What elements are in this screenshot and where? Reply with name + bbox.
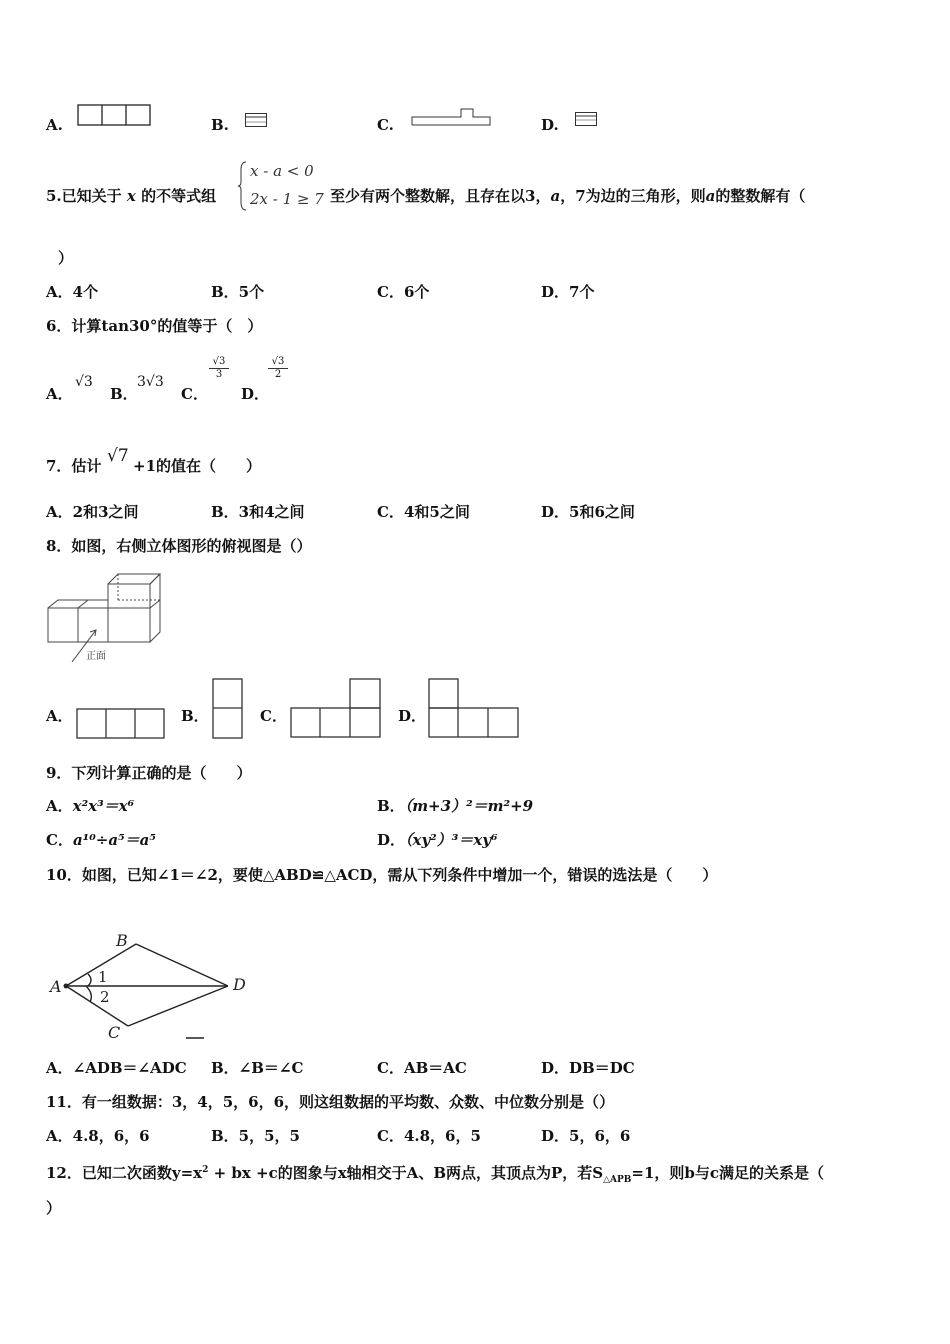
q10-option-a: A．∠ADB＝∠ADC xyxy=(46,1059,187,1077)
q4-option-c-figure xyxy=(411,108,491,126)
q9-option-d-expr: （xy²）³＝xy⁶ xyxy=(405,831,498,849)
q5-text-pre: 已知关于 xyxy=(61,187,122,205)
q6-option-a-value: √3 xyxy=(75,374,93,390)
q7-option-a: A．2和3之间 xyxy=(46,503,139,521)
q6-option-a-label: A． xyxy=(46,385,73,403)
q8-option-a-figure xyxy=(76,708,166,740)
q6-option-c-fraction xyxy=(209,356,229,381)
q10-point-d: D xyxy=(233,975,246,994)
q8-text: 8．如图，右侧立体图形的俯视图是（） xyxy=(46,537,312,555)
q6-d-numerator: √3 xyxy=(271,356,285,367)
q10-angle-1: 1 xyxy=(98,968,108,986)
q10-option-c: C．AB＝AC xyxy=(377,1059,467,1077)
q10-angle-2: 2 xyxy=(100,988,110,1006)
q4-option-d-label: D. xyxy=(541,116,559,134)
q12-subscript: △APB xyxy=(603,1175,632,1185)
q4-option-a-label: A. xyxy=(46,116,63,134)
q4-option-b-figure xyxy=(245,113,267,128)
q4-option-d-figure xyxy=(575,112,597,127)
q9-option-a-label: A． xyxy=(46,797,73,815)
q10-point-a: A xyxy=(50,977,62,996)
q8-option-b-label: B． xyxy=(181,707,209,725)
q11-text: 11．有一组数据：3，4，5，6，6，则这组数据的平均数、众数、中位数分别是（） xyxy=(46,1093,615,1111)
q12-text-post: =1，则b与c满足的关系是（ xyxy=(631,1164,825,1182)
q6-option-c-label: C． xyxy=(181,385,208,403)
q5-number: 5. xyxy=(46,187,62,205)
q8-option-d-figure xyxy=(428,678,520,740)
q9-option-d-label: D． xyxy=(377,831,406,849)
q9-text: 9．下列计算正确的是（ ） xyxy=(46,764,252,782)
q9-option-b-label: B． xyxy=(377,797,405,815)
q5-option-d: D．7个 xyxy=(541,283,595,301)
q4-option-c-label: C. xyxy=(377,116,394,134)
q11-option-d: D．5，6，6 xyxy=(541,1127,631,1145)
q6-c-numerator: √3 xyxy=(212,356,226,367)
q5-close-paren: ） xyxy=(58,249,74,267)
q5-inequality-2: 2x - 1 ≥ 7 xyxy=(250,190,324,208)
q5-brace xyxy=(238,160,248,212)
q8-option-a-label: A． xyxy=(46,707,73,725)
q6-option-b-label: B． xyxy=(110,385,138,403)
q10-text: 10．如图，已知∠1＝∠2，要使△ABD≌△ACD，需从下列条件中增加一个，错误的选法是（ ） xyxy=(46,866,718,884)
q12-close-paren: ） xyxy=(46,1199,62,1217)
q12-text-pre: 12．已知二次函数y=x xyxy=(46,1164,203,1182)
q10-figure xyxy=(48,930,258,1045)
q5-inequality-1: x - a < 0 xyxy=(250,162,314,180)
q4-option-a-figure xyxy=(77,104,151,126)
q6-d-denominator: 2 xyxy=(268,368,288,381)
q12-square: 2 xyxy=(202,1165,209,1175)
q7-text-pre: 7．估计 xyxy=(46,457,102,475)
q7-radical: √7 xyxy=(107,446,129,466)
q7-option-c: C．4和5之间 xyxy=(377,503,470,521)
q5-system xyxy=(238,160,328,212)
q4-option-b-label: B. xyxy=(211,116,229,134)
q6-c-denominator: 3 xyxy=(209,368,229,381)
q8-option-c-label: C． xyxy=(260,707,287,725)
q10-point-b: B xyxy=(116,931,128,950)
q8-solid-figure xyxy=(44,574,164,666)
q5-option-c: C．6个 xyxy=(377,283,430,301)
q10-point-c: C xyxy=(108,1023,121,1042)
q8-option-c-figure xyxy=(290,678,382,740)
q11-option-a: A．4.8，6，6 xyxy=(46,1127,150,1145)
q10-option-b: B．∠B＝∠C xyxy=(211,1059,304,1077)
q9-option-c-label: C． xyxy=(46,831,73,849)
q5-var-a: a xyxy=(550,187,561,205)
q9-option-c-expr: a¹⁰÷a⁵＝a⁵ xyxy=(72,831,156,849)
q5-var-x: x xyxy=(126,187,136,205)
q5-text-post1: 至少有两个整数解，且存在以3， xyxy=(330,187,551,205)
q7-option-d: D．5和6之间 xyxy=(541,503,635,521)
q5-text-post3: 的整数解有（ xyxy=(715,187,806,205)
q7-option-b: B．3和4之间 xyxy=(211,503,305,521)
q8-option-b-figure xyxy=(212,678,244,740)
q5-text-post2: ，7为边的三角形，则 xyxy=(560,187,706,205)
q8-option-d-label: D． xyxy=(398,707,427,725)
q5-var-a2: a xyxy=(705,187,716,205)
q6-text: 6．计算tan30°的值等于（ ） xyxy=(46,317,263,335)
q9-option-a-expr: x²x³＝x⁶ xyxy=(72,797,135,815)
q9-option-b-expr: （m+3）²＝m²+9 xyxy=(404,797,534,815)
q5-option-a: A．4个 xyxy=(46,283,99,301)
q12-text-mid: + bx +c的图象与x轴相交于A、B两点，其顶点为P，若S xyxy=(208,1164,604,1182)
q6-option-b-value: 3√3 xyxy=(137,374,164,390)
q5-option-b: B．5个 xyxy=(211,283,265,301)
q11-option-b: B．5，5，5 xyxy=(211,1127,300,1145)
q6-option-d-fraction xyxy=(268,356,288,381)
q8-front-label: 正面 xyxy=(86,651,106,662)
q5-text-mid: 的不等式组 xyxy=(141,187,217,205)
q6-option-d-label: D． xyxy=(241,385,270,403)
q11-option-c: C．4.8，6，5 xyxy=(377,1127,481,1145)
q7-text-post: +1的值在（ ） xyxy=(133,457,262,475)
q10-option-d: D．DB＝DC xyxy=(541,1059,635,1077)
